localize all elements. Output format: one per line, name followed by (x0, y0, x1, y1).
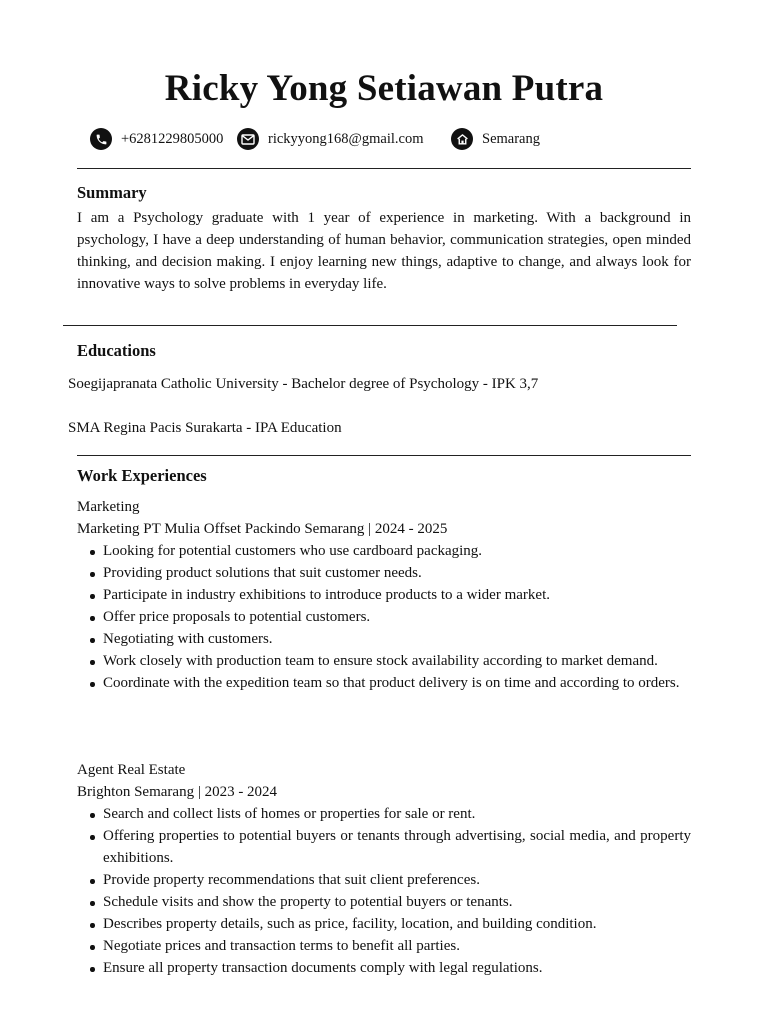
phone-icon (90, 128, 112, 150)
list-item: Search and collect lists of homes or properties for sale or rent. (77, 803, 691, 825)
list-item: Providing product solutions that suit customer needs. (77, 562, 691, 584)
list-item: Participate in industry exhibitions to introduce products to a wider market. (77, 584, 691, 606)
list-item: Ensure all property transaction documents comply with legal regulations. (77, 957, 691, 979)
contact-phone (90, 126, 223, 152)
job-bullets (77, 803, 691, 979)
work-title: Work Experiences (77, 466, 207, 485)
education-item: Soegijapranata Catholic University - Bachelor degree of Psychology - IPK 3,7 (68, 376, 539, 392)
job-company: Marketing PT Mulia Offset Packindo Semarang | 2024 - 2025 (77, 521, 448, 537)
contact-location (451, 126, 540, 152)
summary-text: I am a Psychology graduate with 1 year of experience in marketing. With a background in psychology, I have a deep understanding of human behavior, communication strategies, open minded thinking, and decision making. I enjoy learning new things, adaptive to change, and always look for innovative ways to solve problems in everyday life. (77, 210, 691, 292)
list-item: Provide property recommendations that suit client preferences. (77, 869, 691, 891)
list-item: Coordinate with the expedition team so that product delivery is on time and according to orders. (77, 672, 691, 694)
location-text: Semarang (482, 130, 540, 147)
list-item: Offer price proposals to potential customers. (77, 606, 691, 628)
contact-email (237, 126, 424, 152)
job-role: Marketing (77, 499, 140, 515)
job-role: Agent Real Estate (77, 762, 186, 778)
job-bullets (77, 540, 691, 694)
list-item: Schedule visits and show the property to potential buyers or tenants. (77, 891, 691, 913)
list-item: Describes property details, such as price, facility, location, and building condition. (77, 913, 691, 935)
divider (77, 168, 691, 169)
education-title: Educations (77, 341, 156, 360)
list-item: Work closely with production team to ensure stock availability according to market demand. (77, 650, 691, 672)
list-item: Looking for potential customers who use cardboard packaging. (77, 540, 691, 562)
candidate-name: Ricky Yong Setiawan Putra (164, 68, 604, 109)
summary-title: Summary (77, 183, 147, 202)
contact-row (0, 126, 768, 152)
envelope-icon (237, 128, 259, 150)
job-company: Brighton Semarang | 2023 - 2024 (77, 784, 278, 800)
divider (63, 325, 677, 326)
list-item: Negotiating with customers. (77, 628, 691, 650)
email-text: rickyyong168@gmail.com (268, 130, 424, 147)
list-item: Negotiate prices and transaction terms to benefit all parties. (77, 935, 691, 957)
list-item: Offering properties to potential buyers or tenants through advertising, social media, and property exhibitions. (77, 825, 691, 869)
home-icon (451, 128, 473, 150)
education-item: SMA Regina Pacis Surakarta - IPA Education (68, 420, 342, 436)
phone-text: +6281229805000 (121, 130, 224, 147)
divider (77, 455, 691, 456)
